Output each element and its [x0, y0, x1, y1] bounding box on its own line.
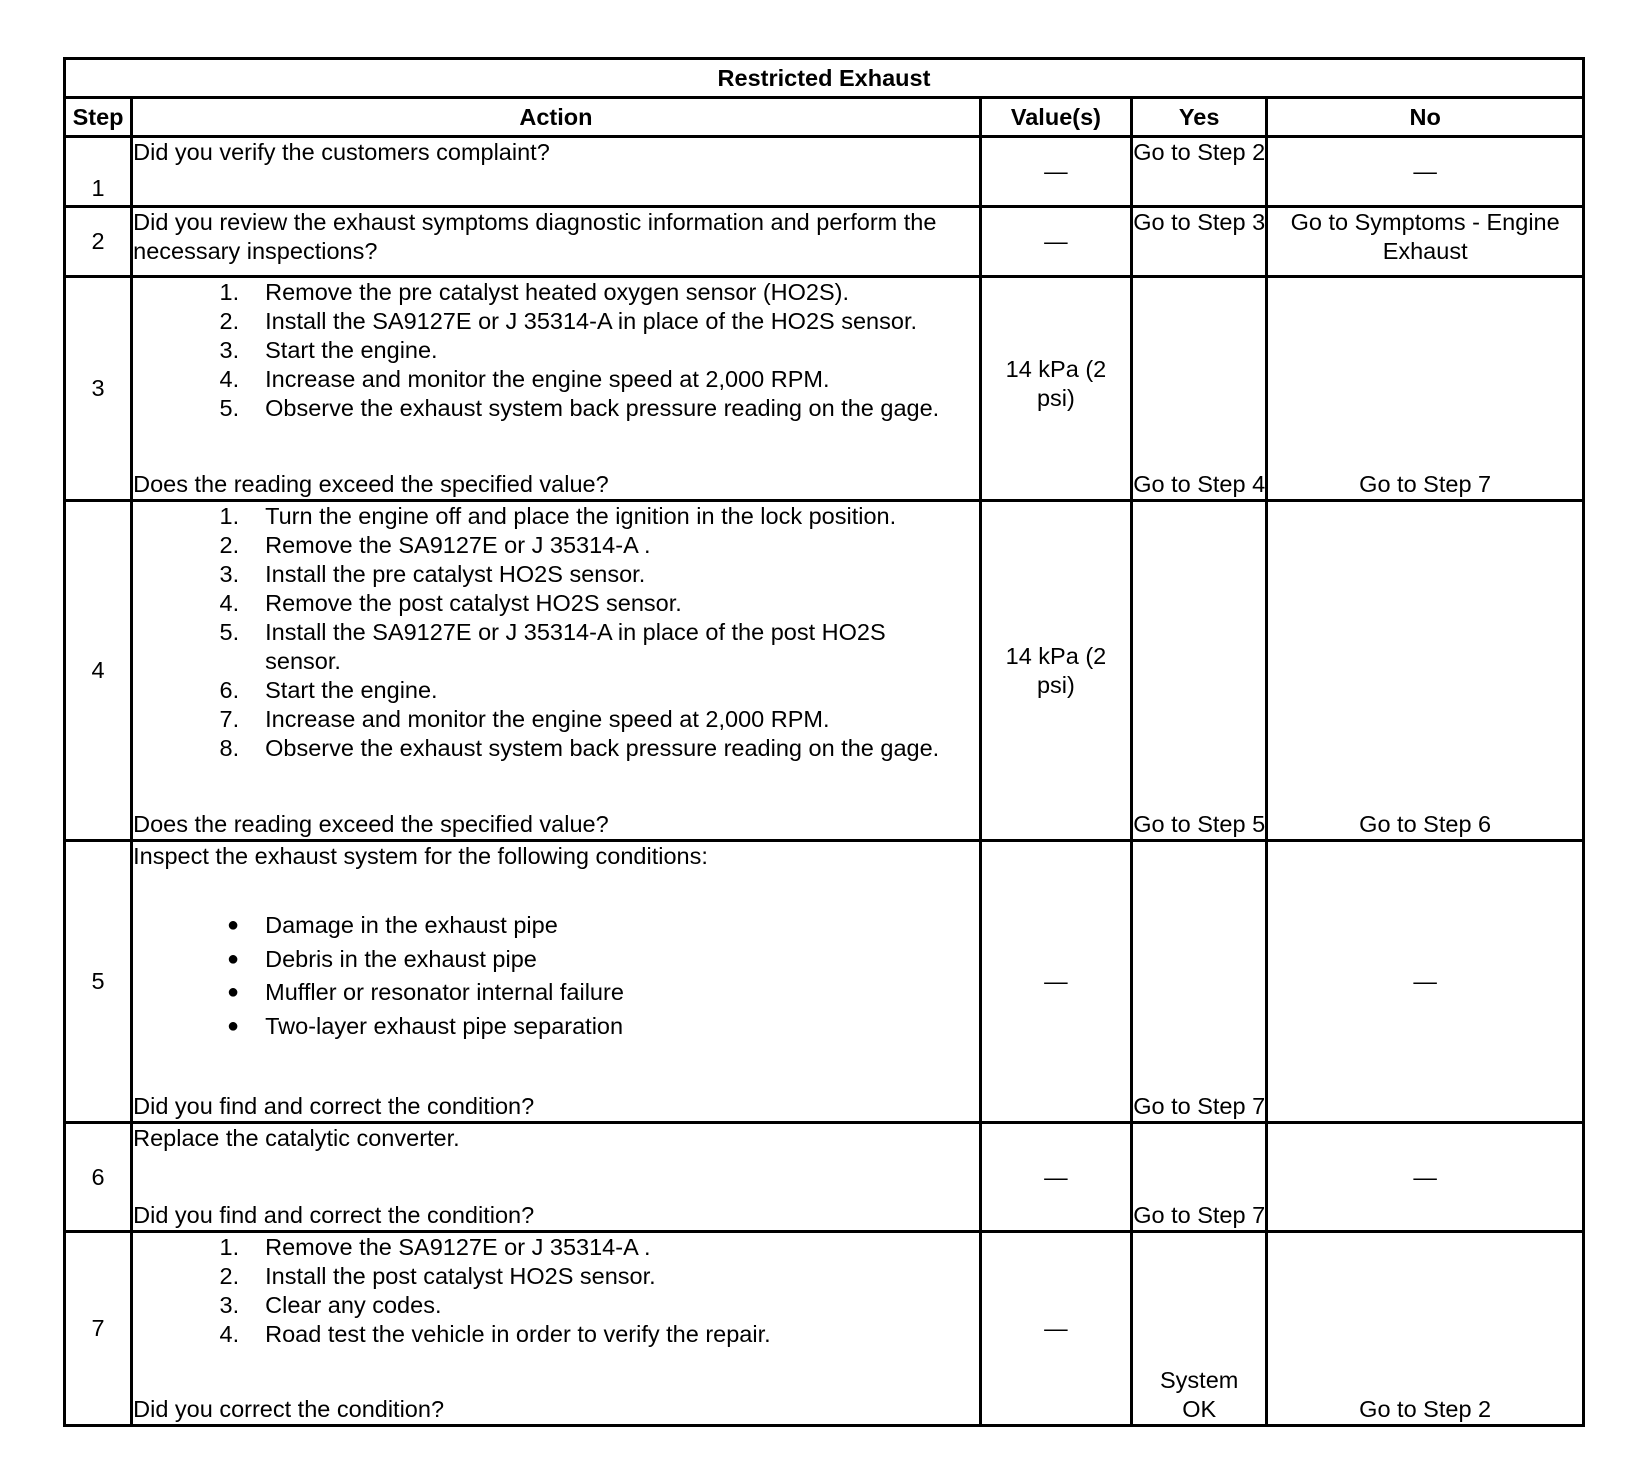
action-cell: [132, 1232, 981, 1426]
step-number: 1: [65, 137, 132, 207]
action-question: Does the reading exceed the specified value?: [133, 811, 609, 837]
step-number: 3: [65, 277, 132, 501]
list-item: 1. Remove the pre catalyst heated oxygen sensor (HO2S).: [219, 279, 849, 305]
no-cell: Go to Step 2: [1267, 1232, 1584, 1426]
value-cell: —: [980, 841, 1131, 1123]
table-row: [65, 1232, 1584, 1426]
col-header-yes: Yes: [1132, 98, 1267, 137]
list-item: 2. Install the SA9127E or J 35314-A in place of the HO2S sensor.: [219, 308, 917, 334]
list-item: 7. Increase and monitor the engine speed at 2,000 RPM.: [219, 706, 830, 732]
action-intro: Replace the catalytic converter.: [133, 1125, 460, 1151]
action-cell: [132, 207, 981, 277]
list-item: ● Damage in the exhaust pipe: [227, 912, 558, 938]
condition-list: [133, 911, 979, 1045]
no-cell: —: [1267, 841, 1584, 1123]
value-cell: —: [980, 137, 1131, 207]
list-item: 2. Remove the SA9127E or J 35314-A .: [219, 532, 651, 558]
no-cell: —: [1267, 137, 1584, 207]
action-question: Did you find and correct the condition?: [133, 1093, 535, 1119]
step-number: 2: [65, 207, 132, 277]
list-item: ● Debris in the exhaust pipe: [227, 945, 537, 972]
action-cell: [132, 277, 981, 501]
yes-cell: System OK: [1132, 1232, 1267, 1426]
action-steps: [133, 502, 979, 763]
value-cell: 14 kPa (2 psi): [980, 501, 1131, 841]
action-cell: [132, 1123, 981, 1232]
list-item: 3. Clear any codes.: [219, 1292, 442, 1318]
table-title: Restricted Exhaust: [65, 59, 1584, 98]
action-cell: [132, 501, 981, 841]
step-number: 7: [65, 1232, 132, 1426]
yes-cell: Go to Step 2: [1132, 137, 1267, 207]
list-item: 6. Start the engine.: [219, 677, 438, 703]
list-item: 8. Observe the exhaust system back pressure reading on the gage.: [219, 735, 940, 761]
no-cell: Go to Symptoms - Engine Exhaust: [1267, 207, 1584, 277]
yes-cell: Go to Step 4: [1132, 277, 1267, 501]
table-row: [65, 137, 1584, 207]
action-question: Did you review the exhaust symptoms diagnostic information and perform the necessary inspections?: [133, 209, 937, 264]
action-question: Does the reading exceed the specified value?: [133, 471, 609, 497]
list-item: 5. Observe the exhaust system back pressure reading on the gage.: [219, 395, 940, 421]
list-item: 1. Remove the SA9127E or J 35314-A .: [219, 1234, 651, 1260]
value-cell: —: [980, 1123, 1131, 1232]
list-item: 4. Increase and monitor the engine speed at 2,000 RPM.: [219, 366, 830, 392]
step-number: 6: [65, 1123, 132, 1232]
list-item: 3. Start the engine.: [219, 337, 438, 363]
no-cell: Go to Step 7: [1267, 277, 1584, 501]
value-cell: 14 kPa (2 psi): [980, 277, 1131, 501]
list-item: 4. Remove the post catalyst HO2S sensor.: [219, 590, 682, 616]
no-cell: Go to Step 6: [1267, 501, 1584, 841]
no-cell: —: [1267, 1123, 1584, 1232]
action-intro: Inspect the exhaust system for the following conditions:: [133, 843, 708, 869]
value-cell: —: [980, 207, 1131, 277]
list-item: 5. Install the SA9127E or J 35314-A in place of the post HO2S sensor.: [219, 619, 886, 674]
value-cell: —: [980, 1232, 1131, 1426]
action-question: Did you verify the customers complaint?: [133, 139, 550, 165]
yes-cell: Go to Step 7: [1132, 1123, 1267, 1232]
yes-cell: Go to Step 5: [1132, 501, 1267, 841]
list-item: ● Two-layer exhaust pipe separation: [227, 1012, 624, 1039]
col-header-step: Step: [65, 98, 132, 137]
list-item: ● Muffler or resonator internal failure: [227, 979, 624, 1005]
col-header-no: No: [1267, 98, 1584, 137]
table-row: [65, 841, 1584, 1123]
action-steps: [133, 278, 979, 423]
table-row: [65, 277, 1584, 501]
step-number: 5: [65, 841, 132, 1123]
action-question: Did you find and correct the condition?: [133, 1202, 535, 1228]
action-cell: [132, 841, 981, 1123]
list-item: 3. Install the pre catalyst HO2S sensor.: [219, 561, 646, 587]
table-row: [65, 207, 1584, 277]
list-item: 4. Road test the vehicle in order to verify the repair.: [219, 1321, 771, 1347]
restricted-exhaust-table: [63, 57, 1585, 1427]
col-header-action: Action: [132, 98, 981, 137]
col-header-values: Value(s): [980, 98, 1131, 137]
action-question: Did you correct the condition?: [133, 1396, 445, 1422]
table-row: [65, 1123, 1584, 1232]
yes-cell: Go to Step 7: [1132, 841, 1267, 1123]
action-steps: [133, 1233, 979, 1349]
action-cell: [132, 137, 981, 207]
list-item: 1. Turn the engine off and place the ignition in the lock position.: [219, 503, 897, 529]
table-row: [65, 501, 1584, 841]
step-number: 4: [65, 501, 132, 841]
list-item: 2. Install the post catalyst HO2S sensor.: [219, 1263, 656, 1289]
yes-cell: Go to Step 3: [1132, 207, 1267, 277]
